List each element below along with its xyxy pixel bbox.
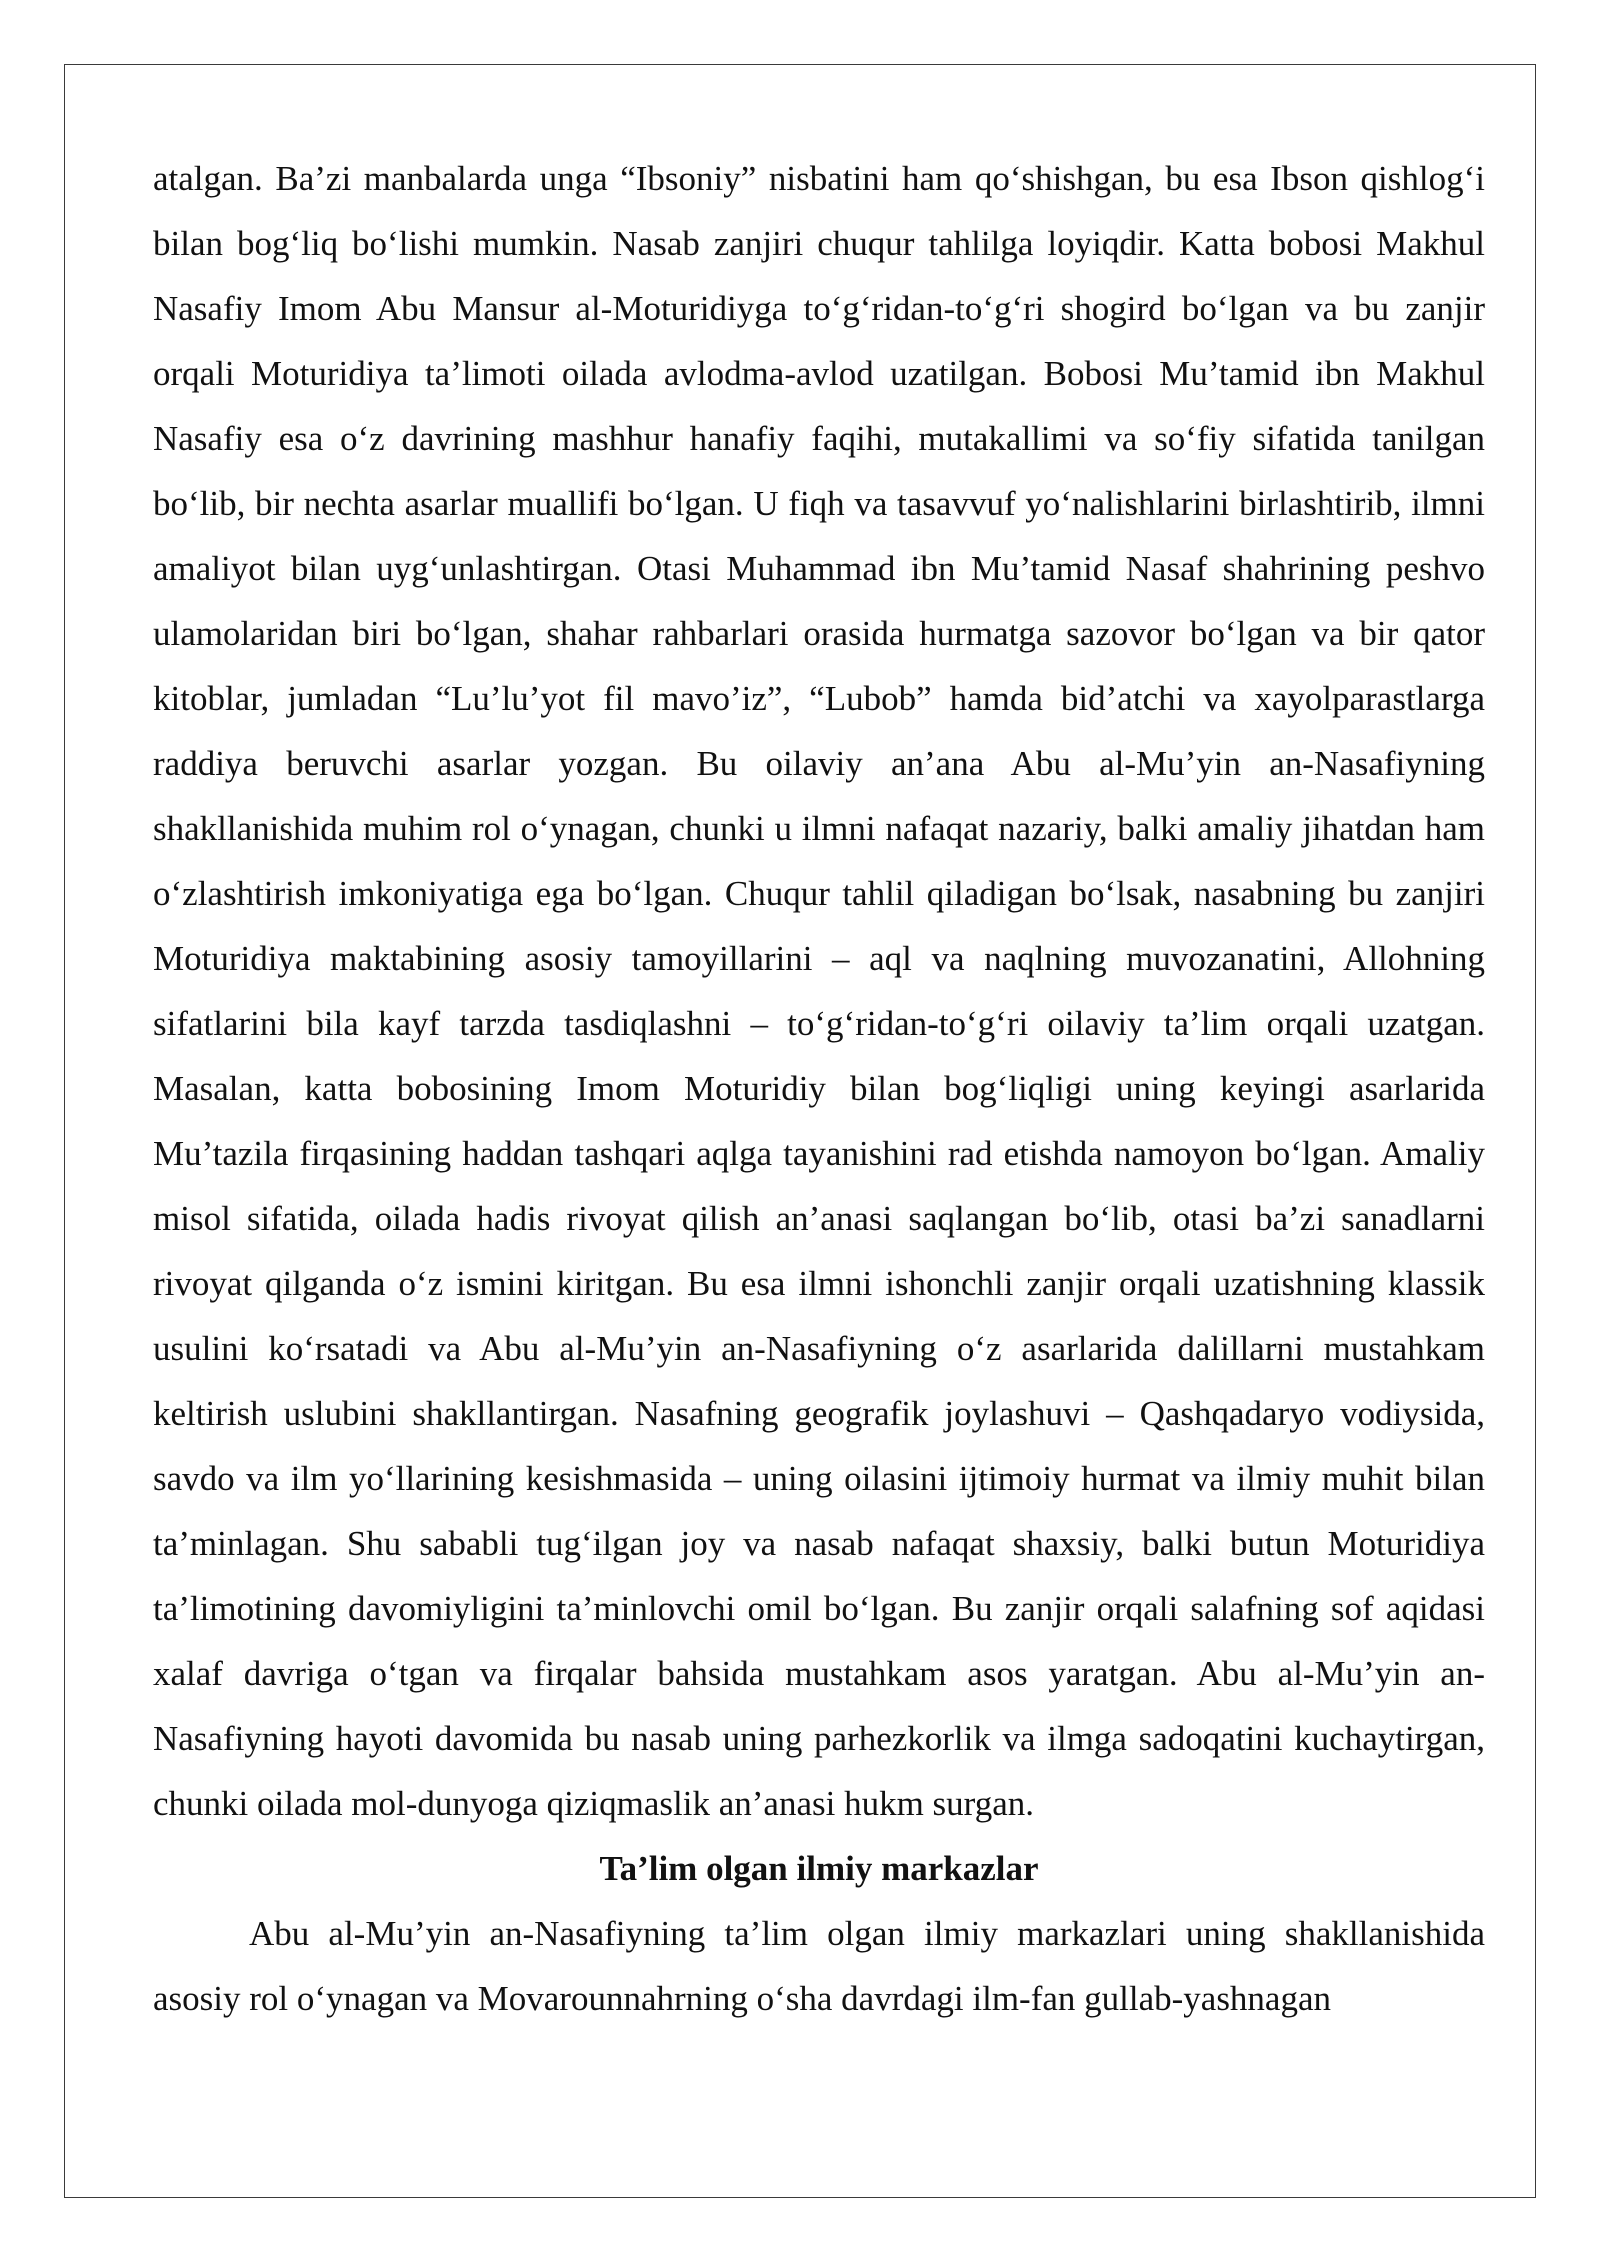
document-body	[153, 146, 1485, 2031]
section-heading: Ta’lim olgan ilmiy markazlar	[599, 1849, 1039, 1888]
body-paragraph: atalgan. Ba’zi manbalarda unga “Ibsoniy” nisbatini ham qo‘shishgan, bu esa Ibson qishlog‘i bilan bog‘liq bo‘lishi mumkin. Nasab zanjiri chuqur tahlilga loyiqdir. Katta bobosi Makhul Nasafiy Imom Abu Mansur al-Moturidiyga to‘g‘ridan-to‘g‘ri shogird bo‘lgan va bu zanjir orqali Moturidiya ta’limoti oilada avlodma-avlod uzatilgan. Bobosi Mu’tamid ibn Makhul Nasafiy esa o‘z davrining mashhur hanafiy faqihi, mutakallimi va so‘fiy sifatida tanilgan bo‘lib, bir nechta asarlar muallifi bo‘lgan. U fiqh va tasavvuf yo‘nalishlarini birlashtirib, ilmni amaliyot bilan uyg‘unlashtirgan. Otasi Muhammad ibn Mu’tamid Nasaf shahrining peshvo ulamolaridan biri bo‘lgan, shahar rahbarlari orasida hurmatga sazovor bo‘lgan va bir qator kitoblar, jumladan “Lu’lu’yot fil mavo’iz”, “Lubob” hamda bid’atchi va xayolparastlarga raddiya beruvchi asarlar yozgan. Bu oilaviy an’ana Abu al-Mu’yin an-Nasafiyning shakllanishida muhim rol o‘ynagan, chunki u ilmni nafaqat nazariy, balki amaliy jihatdan ham o‘zlashtirish imkoniyatiga ega bo‘lgan. Chuqur tahlil qiladigan bo‘lsak, nasabning bu zanjiri Moturidiya maktabining asosiy tamoyillarini – aql va naqlning muvozanatini, Allohning sifatlarini bila kayf tarzda tasdiqlashni – to‘g‘ridan-to‘g‘ri oilaviy ta’lim orqali uzatgan. Masalan, katta bobosining Imom Moturidiy bilan bog‘liqligi uning keyingi asarlarida Mu’tazila firqasining haddan tashqari aqlga tayanishini rad etishda namoyon bo‘lgan. Amaliy misol sifatida, oilada hadis rivoyat qilish an’anasi saqlangan bo‘lib, otasi ba’zi sanadlarni rivoyat qilganda o‘z ismini kiritgan. Bu esa ilmni ishonchli zanjir orqali uzatishning klassik usulini ko‘rsatadi va Abu al-Mu’yin an-Nasafiyning o‘z asarlarida dalillarni mustahkam keltirish uslubini shakllantirgan. Nasafning geografik joylashuvi – Qashqadaryo vodiysida, savdo va ilm yo‘llarining kesishmasida – uning oilasini ijtimoiy hurmat va ilmiy muhit bilan ta’minlagan. Shu sababli tug‘ilgan joy va nasab nafaqat shaxsiy, balki butun Moturidiya ta’limotining davomiyligini ta’minlovchi omil bo‘lgan. Bu zanjir orqali salafning sof aqidasi xalaf davriga o‘tgan va firqalar bahsida mustahkam asos yaratgan. Abu al-Mu’yin an-Nasafiyning hayoti davomida bu nasab uning parhezkorlik va ilmga sadoqatini kuchaytirgan, chunki oilada mol-dunyoga qiziqmaslik an’anasi hukm surgan.	[153, 159, 1485, 1823]
body-paragraph-continued: Abu al-Mu’yin an-Nasafiyning ta’lim olgan ilmiy markazlari uning shakllanishida asosiy rol o‘ynagan va Movarounnahrning o‘sha davrdagi ilm-fan gullab-yashnagan	[153, 1914, 1485, 2018]
